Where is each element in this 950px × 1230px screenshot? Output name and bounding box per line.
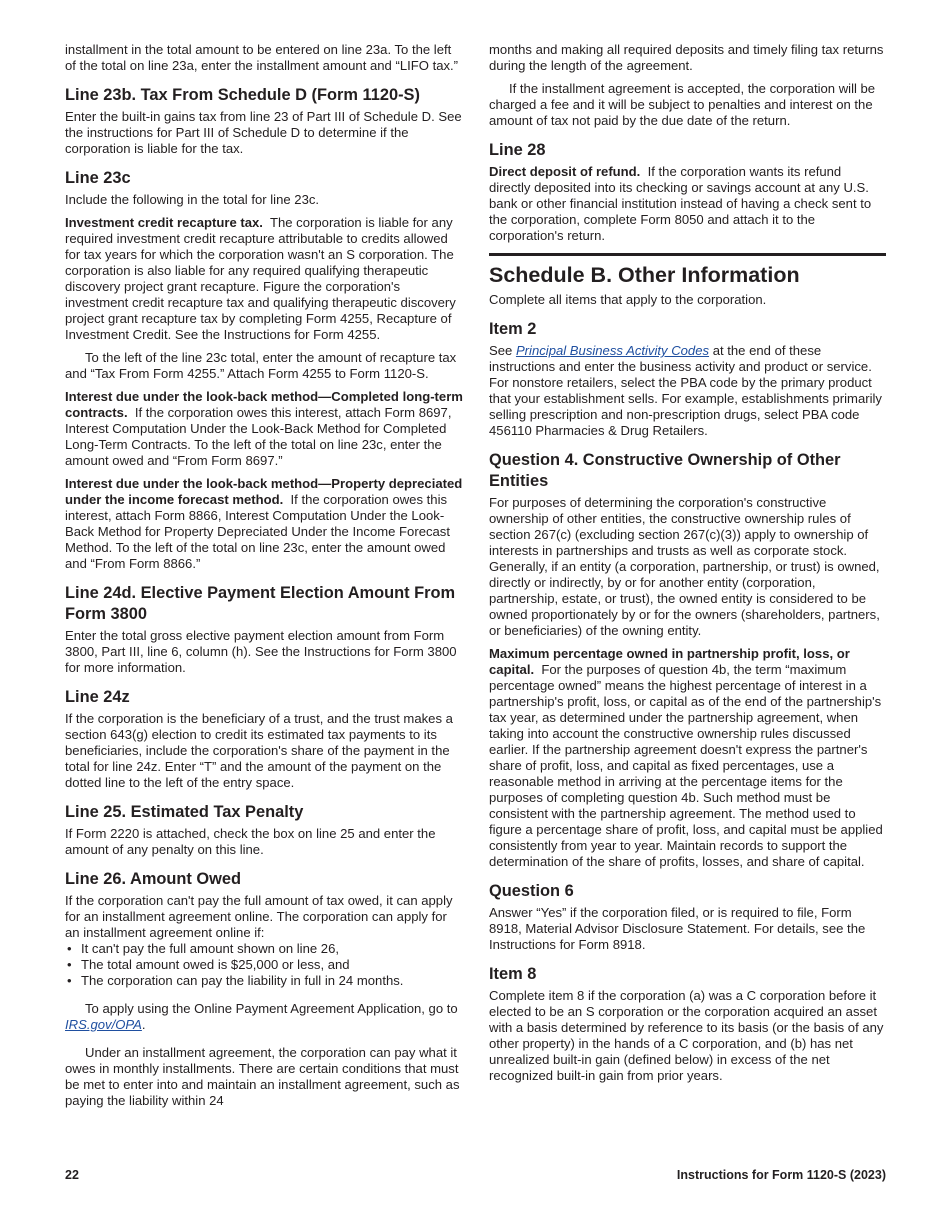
heading-line-23b: Line 23b. Tax From Schedule D (Form 1120-S) [65, 86, 420, 104]
direct-deposit-text: If the corporation wants its refund directly deposited into its checking or savings account at any U.S. bank or other financial institution instead of having a check sent to the corporation, complete Form 8050 and attach it to the corporation's return. [489, 164, 872, 243]
left-column [65, 42, 463, 1116]
run-in-heading-lookback-income-forecast: Interest due under the look-back method—Property depreciated under the income forecast method. [65, 476, 463, 507]
footer-document-title: Instructions for Form 1120-S (2023) [676, 1168, 886, 1182]
principal-business-activity-codes-link[interactable]: Principal Business Activity Codes [515, 343, 710, 358]
paragraph-item-2: See Principal Business Activity Codes at the end of these instructions and enter the business activity and product or service. For nonstore retailers, select the PBA code by the primary product that your establishment sells. For example, establishments primarily selling prescription and non-prescription drugs, select PBA code 456110 Pharmacies & Drug Retailers. [489, 343, 882, 438]
paragraph-line23a-continuation: installment in the total amount to be entered on line 23a. To the left of the total on line 23a, enter the installment amount and “LIFO tax.” [65, 42, 459, 73]
heading-line-23c: Line 23c [65, 169, 131, 187]
paragraph-line-25: If Form 2220 is attached, check the box on line 25 and enter the amount of any penalty on this line. [65, 826, 436, 857]
irs-opa-link[interactable]: IRS.gov/OPA [65, 1017, 142, 1032]
section-divider [489, 253, 886, 256]
page-number: 22 [65, 1168, 79, 1182]
paragraph-installment-agreement: Under an installment agreement, the corporation can pay what it owes in monthly installments. There are certain conditions that must be met to enter into and maintain an installment agreement, such as paying the liability within 24 [65, 1045, 460, 1108]
paragraph-direct-deposit [489, 164, 886, 244]
paragraph-question-4: For purposes of determining the corporation's constructive ownership of other entities, the constructive ownership rules of section 267(c) (excluding section 267(c)(3)) apply to ownership of interests in partnerships and trusts as well as corporate stock. Generally, if an entity (a corporation, partnership, or trust) is owned, directly or indirectly, by or for another entity (corporation, partnership, estate, or trust), the owned entity is considered to be owned proportionately by or for the owners (shareholders, partners, or beneficiaries) of the owning entity. [489, 495, 880, 638]
paragraph-investment-credit-recapture [65, 215, 463, 343]
heading-line-24z: Line 24z [65, 688, 130, 706]
list-item: • The total amount owed is $25,000 or less, and [67, 957, 350, 972]
paragraph-schedule-b: Complete all items that apply to the corporation. [489, 292, 767, 307]
investment-credit-recapture-text: The corporation is liable for any required investment credit recapture attributable to credits allowed for tax years for which the corporation wasn't an S corporation. The corporation is also liable for any required qualifying therapeutic discovery project grant recapture. Figure the corporation's investment credit recapture tax and qualifying therapeutic discovery project grant recapture tax by completing Form 4255, Recapture of Investment Credit. See the Instructions for Form 4255. [65, 215, 456, 342]
list-item: • The corporation can pay the liability in full in 24 months. [67, 973, 404, 988]
heading-question-4: Question 4. Constructive Ownership of Other Entities [489, 451, 841, 490]
heading-line-24d: Line 24d. Elective Payment Election Amount From Form 3800 [65, 584, 456, 623]
heading-line-25: Line 25. Estimated Tax Penalty [65, 803, 304, 821]
paragraph-line-24z: If the corporation is the beneficiary of a trust, and the trust makes a section 643(g) election to credit its estimated tax payments to its beneficiaries, include the corporation's share of the payment in the total for line 24z. Enter “T” and the amount of the payment on the dotted line to the left of the entry space. [65, 711, 453, 790]
maximum-percentage-text: For the purposes of question 4b, the term “maximum percentage owned” means the highest percentage of interest in a partnership's profit, loss, or capital as of the end of the partnership's tax year, as determined under the partnership agreement, when taking into account the constructive ownership rules discussed earlier. If the partnership agreement doesn't express the partner's share of profit, loss, and capital as fixed percentages, use a reasonable method in arriving at the percentage items for the purposes of completing question 4b. Such method must be consistent with the partnership agreement. The method used to figure a percentage share of profit, loss, and capital must be applied consistently from year to year. Maintain records to support the determination of the share of profits, losses, and share of capital. [489, 662, 883, 869]
paragraph-agreement-accepted: If the installment agreement is accepted, the corporation will be charged a fee and it will be subject to penalties and interest on the amount of tax not paid by the due date of the return. [489, 81, 876, 128]
paragraph-recapture-instructions: To the left of the line 23c total, enter the amount of recapture tax and “Tax From Form 4255.” Attach Form 4255 to Form 1120-S. [65, 350, 457, 381]
paragraph-line-23b: Enter the built-in gains tax from line 23 of Part III of Schedule D. See the instructions for Part III of Schedule D to determine if the corporation is liable for the tax. [65, 109, 462, 156]
run-in-heading-investment-credit-recapture: Investment credit recapture tax. [65, 215, 263, 230]
paragraph-question-6: Answer “Yes” if the corporation filed, or is required to file, Form 8918, Material Advisor Disclosure Statement. For details, see the Instructions for Form 8918. [489, 905, 866, 952]
bullet-icon: • [67, 973, 72, 988]
heading-line-26: Line 26. Amount Owed [65, 870, 242, 888]
run-in-heading-direct-deposit: Direct deposit of refund. [489, 164, 641, 179]
heading-schedule-b: Schedule B. Other Information [489, 263, 800, 287]
paragraph-lookback-income-forecast [65, 476, 463, 572]
paragraph-item-8: Complete item 8 if the corporation (a) was a C corporation before it elected to be an S corporation or the corporation acquired an asset with a basis determined by reference to its basis (or the basis of any other property) in the hands of a C corporation, and (b) has net unrealized built-in gain (defined below) in excess of the net recognized built-in gain from prior years. [489, 988, 884, 1083]
right-column [489, 42, 886, 1091]
paragraph-lookback-long-term [65, 389, 463, 469]
paragraph-line-23c: Include the following in the total for line 23c. [65, 192, 320, 207]
lookback-long-term-text: If the corporation owes this interest, attach Form 8697, Interest Computation Under the Look-Back Method for Completed Long-Term Contracts. To the left of the total on line 23c, enter the amount owed and “From Form 8697.” [65, 405, 452, 468]
paragraph-line-26: If the corporation can't pay the full amount of tax owed, it can apply for an installment agreement online. The corporation can apply for an installment agreement online if: [65, 893, 453, 940]
paragraph-line-24d: Enter the total gross elective payment election amount from Form 3800, Part III, line 6, column (h). See the Instructions for Form 3800 for more information. [65, 628, 457, 675]
list-item: • It can't pay the full amount shown on line 26, [67, 941, 339, 956]
paragraph-maximum-percentage [489, 646, 886, 870]
run-in-heading-maximum-percentage: Maximum percentage owned in partnership profit, loss, or capital. [489, 646, 850, 677]
installment-conditions-list [65, 941, 463, 989]
bullet-icon: • [67, 941, 72, 956]
heading-item-2: Item 2 [489, 320, 537, 338]
paragraph-online-payment-agreement: To apply using the Online Payment Agreement Application, go to IRS.gov/OPA. [65, 1001, 458, 1032]
bullet-icon: • [67, 957, 72, 972]
run-in-heading-lookback-long-term: Interest due under the look-back method—Completed long-term contracts. [65, 389, 463, 420]
paragraph-installment-continuation: months and making all required deposits and timely filing tax returns during the length of the agreement. [489, 42, 884, 73]
heading-question-6: Question 6 [489, 882, 574, 900]
heading-item-8: Item 8 [489, 965, 537, 983]
heading-line-28: Line 28 [489, 141, 546, 159]
lookback-income-forecast-text: If the corporation owes this interest, attach Form 8866, Interest Computation Under the Look-Back Method for Property Depreciated Under the Income Forecast Method. To the left of the total on line 23c, enter the amount owed and “From Form 8866.” [65, 492, 450, 571]
